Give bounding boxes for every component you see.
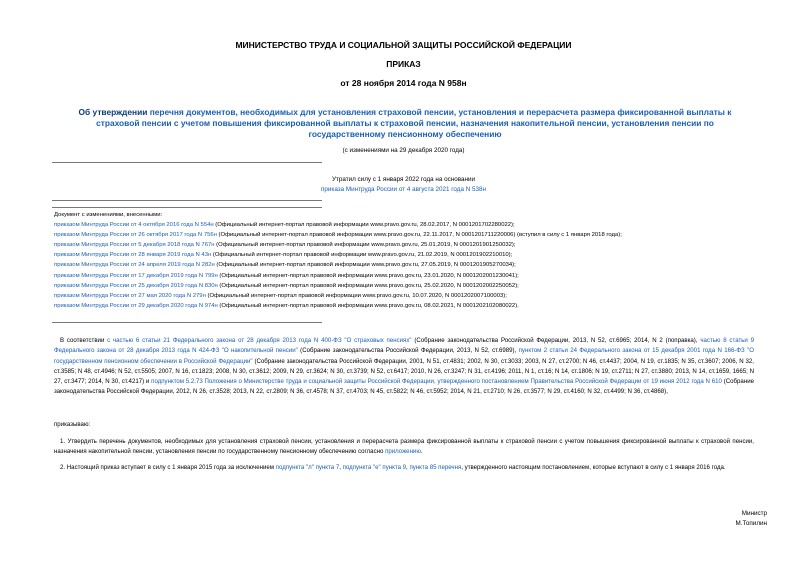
list-item: приказом Минтруда России от 25 декабря 2019 года N 830н (Официальный интернет-портал правовой информации www.pravo.gov.ru, 25.02.2020, N 0001202002250052); (54, 282, 519, 289)
item-2-paragraph: 2. Настоящий приказ вступает в силу с 1 января 2015 года за исключением подпункта "л" пункта 7, подпункта "е" пункта 9, пункта 85 перечня, утвержденного настоящим постановлением, которые вступают в силу с 1 января 2016 года. (60, 464, 726, 471)
ministry-heading: МИНИСТЕРСТВО ТРУДА И СОЦИАЛЬНОЙ ЗАЩИТЫ РОССИЙСКОЙ ФЕДЕРАЦИИ (235, 40, 572, 50)
change-link[interactable]: приказом Минтруда России от 26 октября 2017 года N 756н (54, 232, 217, 239)
revision-note: (с изменениями на 29 декабря 2020 года) (342, 147, 465, 154)
list-item: приказом Минтруда России от 26 октября 2017 года N 756н (Официальный интернет-портал правовой информации www.pravo.gov.ru, 22.11.2017, N 0001201711220006) (вступил в силу с 1 января 2018 года); (54, 232, 622, 239)
list-item: приказом Минтруда России от 24 апреля 2019 года N 282н (Официальный интернет-портал правовой информации www.pravo.gov.ru, 27.05.2019, N 0001201905270034); (54, 262, 516, 269)
divider-4 (52, 322, 322, 323)
title-prefix: Об утверждении (78, 107, 150, 117)
document-title (60, 107, 750, 140)
signature-role: Министр (741, 510, 767, 517)
changes-heading: Документ с изменениями, внесенными: (54, 212, 163, 218)
law-424-link[interactable]: частью 8 статьи 9 Федерального закона от 28 декабря 2013 года N 424-ФЗ "О накопительной пенсии" (54, 337, 754, 355)
subpoint-e-link[interactable]: подпункта "е" пункта 9 (342, 464, 407, 471)
signature-block (736, 509, 767, 528)
divider-3 (52, 207, 322, 208)
lost-force-note (0, 175, 807, 195)
appendix-link[interactable]: приложению (385, 448, 421, 456)
order-word: приказываю: (54, 421, 91, 428)
change-link[interactable]: приказом Минтруда России от 25 декабря 2019 года N 830н (54, 282, 218, 289)
list-item: приказом Минтруда России от 28 января 2019 года N 43н (Официальный интернет-портал правовой информации www.pravo.gov.ru, 21.02.2019, N 0001201902210010); (54, 252, 513, 259)
divider-2 (52, 200, 322, 201)
preamble-paragraph: В соответствии с частью 6 статьи 21 Федерального закона от 28 декабря 2013 года N 400-ФЗ "О страховых пенсиях" (Собрание законодательства Российской Федерации, 2013, N 52, ст.6965; 2014, N 2 (поправка), частью 8 статьи 9 Федерального закона от 28 декабря 2013 года N 424-ФЗ "О накопительной пенсии" (Собрание законодательства Российской Федерации, 2013, N 52, ст.6989), пунктом 2 статьи 24 Федерального закона от 15 декабря 2001 года N 166-ФЗ "О государственном пенсионном обеспечении в Российской Федерации" (Собрание законодательства Российской Федерации, 2001, N 51, ст.4831; 2002, N 30, ст.3033; 2003, N 27, ст.2700; N 46, ст.4437; 2004, N 19, ст.1835; N 35, ст.3607; 2006, N 32, ст.3585; N 48, ст.4946; N 52, ст.5505; 2007, N 16, ст.1823; 2008, N 30, ст.3612; 2009, N 29, ст.3624; N 30, ст.3739; N 52, ст.6417; 2010, N 26, ст.3247; N 31, ст.4196; 2011, N 1, ст.16; N 14, ст.1806; N 19, ст.2711; N 27, ст.3880; 2013, N 14, ст.1659, 1665; N 27, ст.3477; 2014, N 30, ст.4217) и подпунктом 5.2.73 Положения о Министерстве труда и социальной защиты Российской Федерации, утвержденного постановлением Правительства Российской Федерации от 19 июня 2012 года N 610 (Собрание законодательства Российской Федерации, 2012, N 26, ст.3528; 2013, N 22, ст.2809; N 36, ст.4578; N 37, ст.4703; N 45, ст.5822; N 46, ст.5952; 2014, N 21, ст.2710; N 26, ст.3577; N 29, ст.4160; N 32, ст.4499; N 36, ст.4868), (54, 337, 755, 396)
title-link[interactable]: перечня документов, необходимых для установления страховой пенсии, установления и перерасчета размера фиксированной выплаты к страховой пенсии с учетом повышения фиксированной выплаты к страховой пенсии, назначения накопительной пенсии, установления пенсии по государственному пенсионному обеспечению (96, 107, 732, 139)
doc-type-heading: ПРИКАЗ (386, 59, 421, 69)
item-1-paragraph: 1. Утвердить перечень документов, необходимых для установления страховой пенсии, установления и перерасчета размера фиксированной выплаты к страховой пенсии с учетом повышения фиксированной выплаты к страховой пенсии, назначения накопительной пенсии, установления пенсии по государственному пенсионному обеспечению согласно приложению. (54, 438, 754, 456)
divider-1 (52, 162, 322, 163)
change-link[interactable]: приказом Минтруда России от 17 декабря 2019 года N 799н (54, 272, 218, 279)
lost-force-link[interactable]: приказа Минтруда России от 4 августа 2021 года N 538н (321, 186, 486, 193)
law-400-link[interactable]: с частью 6 статьи 21 Федерального закона от 28 декабря 2013 года N 400-ФЗ "О страховых пенсиях" (107, 337, 412, 344)
change-link[interactable]: приказом Минтруда России от 5 декабря 2018 года N 767н (54, 242, 215, 249)
change-link[interactable]: приказом Минтруда России от 28 января 2019 года N 43н (54, 252, 212, 259)
doc-date-heading: от 28 ноября 2014 года N 958н (340, 78, 467, 88)
change-link[interactable]: приказом Минтруда России от 24 апреля 2019 года N 282н (54, 262, 215, 269)
list-item: приказом Минтруда России от 5 декабря 2018 года N 767н (Официальный интернет-портал правовой информации www.pravo.gov.ru, 25.01.2019, N 0001201901250032); (54, 242, 516, 249)
subpoint-l-link[interactable]: подпункта "л" пункта 7 (275, 464, 340, 471)
list-item: приказом Минтруда России от 4 октября 2016 года N 554н (Официальный интернет-портал правовой информации www.pravo.gov.ru, 28.02.2017, N 0001201702280022); (54, 222, 515, 229)
signature-name: М.Топилин (735, 519, 767, 527)
change-link[interactable]: приказом Минтруда России от 4 октября 2016 года N 554н (54, 222, 214, 229)
changes-list (54, 210, 774, 311)
point-85-link[interactable]: пункта 85 перечня (409, 464, 462, 471)
law-166-link[interactable]: пунктом 2 статьи 24 Федерального закона от 15 декабря 2001 года N 166-ФЗ "О государственном пенсионном обеспечении в Российской Федерации" (54, 347, 755, 365)
list-item: приказом Минтруда России от 29 декабря 2020 года N 974н (Официальный интернет-портал правовой информации www.pravo.gov.ru, 08.02.2021, N 0001202102080022). (54, 302, 519, 309)
list-item: приказом Минтруда России от 27 мая 2020 года N 279н (Официальный интернет-портал правовой информации www.pravo.gov.ru, 10.07.2020, N 0001202007100003); (54, 292, 507, 299)
regulation-link[interactable]: подпунктом 5.2.73 Положения о Министерстве труда и социальной защиты Российской Федерации, утвержденного постановлением Правительства Российской Федерации от 19 июня 2012 года N 610 (151, 378, 722, 386)
change-link[interactable]: приказом Минтруда России от 29 декабря 2020 года N 974н (54, 302, 218, 309)
list-item: приказом Минтруда России от 17 декабря 2019 года N 799н (Официальный интернет-портал правовой информации www.pravo.gov.ru, 23.01.2020, N 0001202001230041); (54, 272, 519, 279)
lost-force-line: Утратил силу с 1 января 2022 года на основании (331, 176, 476, 183)
change-link[interactable]: приказом Минтруда России от 27 мая 2020 года N 279н (54, 292, 206, 299)
